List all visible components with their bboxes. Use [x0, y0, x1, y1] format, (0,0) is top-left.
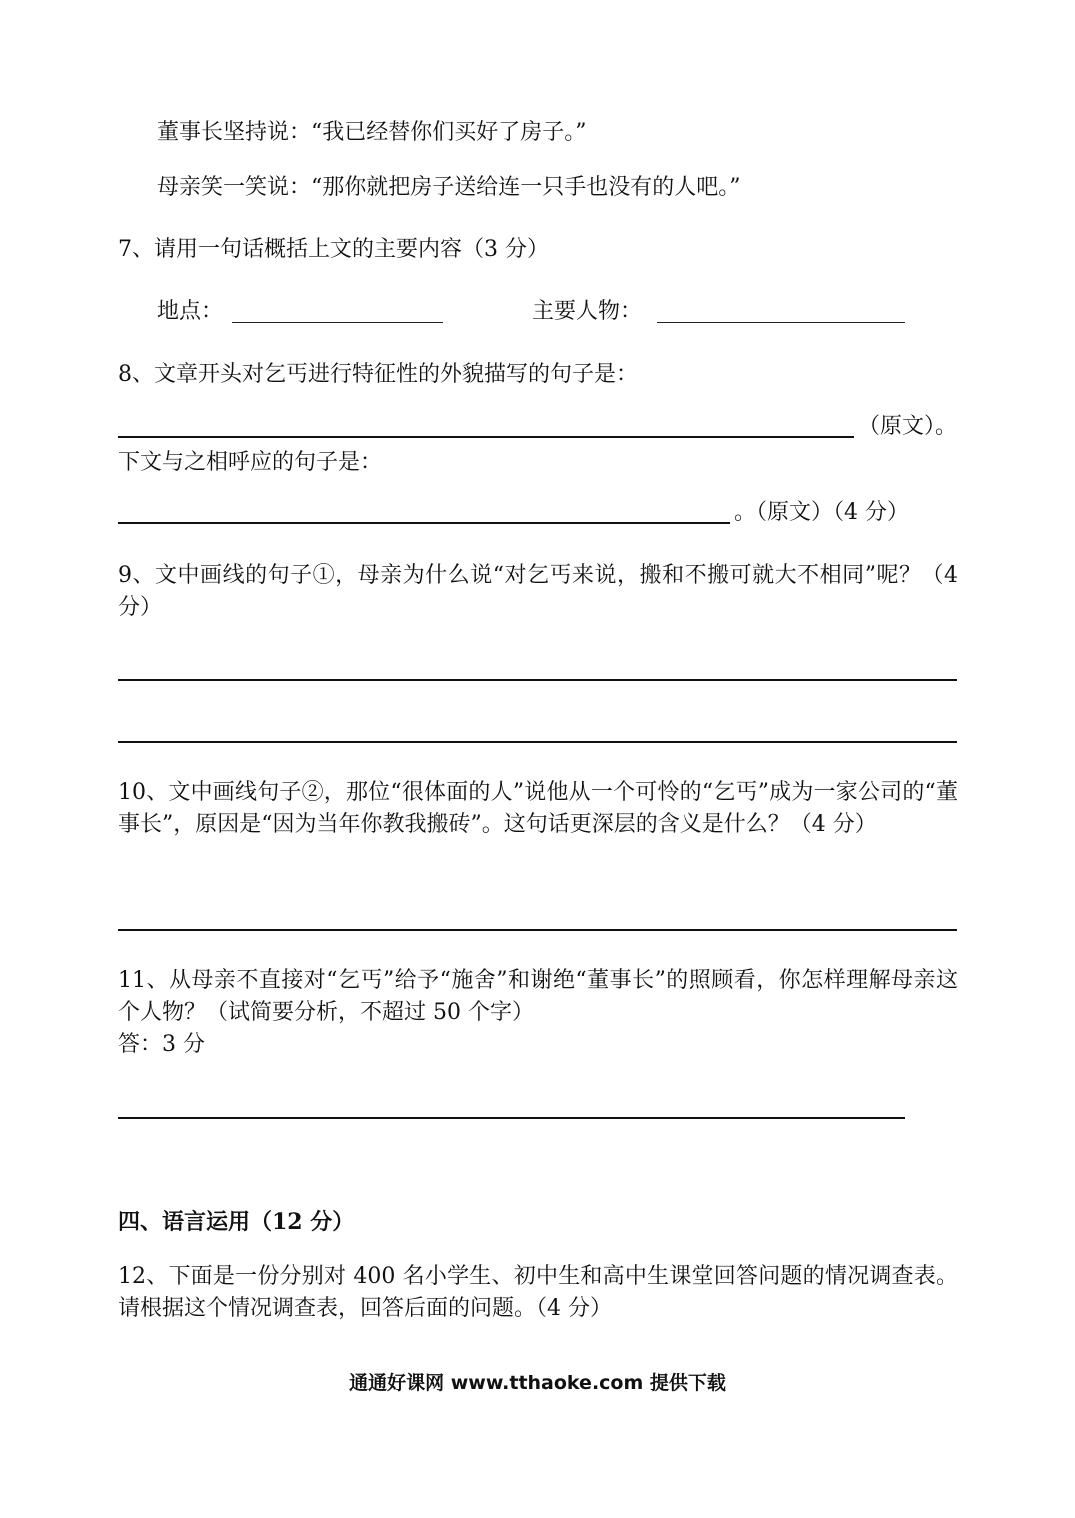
main-person-label: 主要人物： [532, 299, 643, 324]
question-10: 10、文中画线句子②，那位“很体面的人”说他从一个可怜的“乞丐”成为一家公司的“董事长”，原因是“因为当年你教我搬砖”。这句话更深层的含义是什么？（4 分） [118, 780, 958, 837]
question-12: 12、下面是一份分别对 400 名小学生、初中生和高中生课堂回答问题的情况调查表。请根据这个情况调查表，回答后面的问题。（4 分） [118, 1264, 958, 1321]
dialogue-line-1: 董事长坚持说：“我已经替你们买好了房子。” [157, 120, 587, 145]
question-8: 8、文章开头对乞丐进行特征性的外貌描写的句子是： [118, 362, 638, 387]
q8-suffix-1: （原文）。 [858, 414, 958, 439]
q8-suffix-2: 。（原文）（4 分） [734, 500, 909, 525]
question-11: 11、从母亲不直接对“乞丐”给予“施舍”和谢绝“董事长”的照顾看，你怎样理解母亲这个人物？（试简要分析，不超过 50 个字） [118, 968, 958, 1025]
q9-answer-line-1[interactable] [118, 679, 957, 681]
q11-answer-label: 答：3 分 [118, 1032, 205, 1057]
question-9: 9、文中画线的句子①，母亲为什么说“对乞丐来说，搬和不搬可就大不相同”呢？（4 分） [118, 563, 958, 620]
footer-text: 通通好课网 www.tthaoke.com 提供下载 [349, 1372, 726, 1394]
question-8-part-2: 下文与之相呼应的句子是： [118, 450, 383, 475]
q10-answer-line[interactable] [118, 929, 957, 931]
question-7: 7、请用一句话概括上文的主要内容（3 分） [118, 237, 549, 262]
q11-answer-line[interactable] [118, 1117, 905, 1119]
dialogue-line-2: 母亲笑一笑说：“那你就把房子送给连一只手也没有的人吧。” [157, 175, 741, 200]
section-4-title: 四、语言运用（12 分） [118, 1209, 355, 1235]
q8-answer-line-2[interactable] [118, 522, 730, 524]
place-label: 地点： [157, 299, 224, 324]
main-person-blank[interactable] [657, 322, 905, 323]
q9-answer-line-2[interactable] [118, 741, 957, 743]
q8-answer-line-1[interactable] [118, 436, 854, 438]
place-blank[interactable] [232, 322, 443, 323]
